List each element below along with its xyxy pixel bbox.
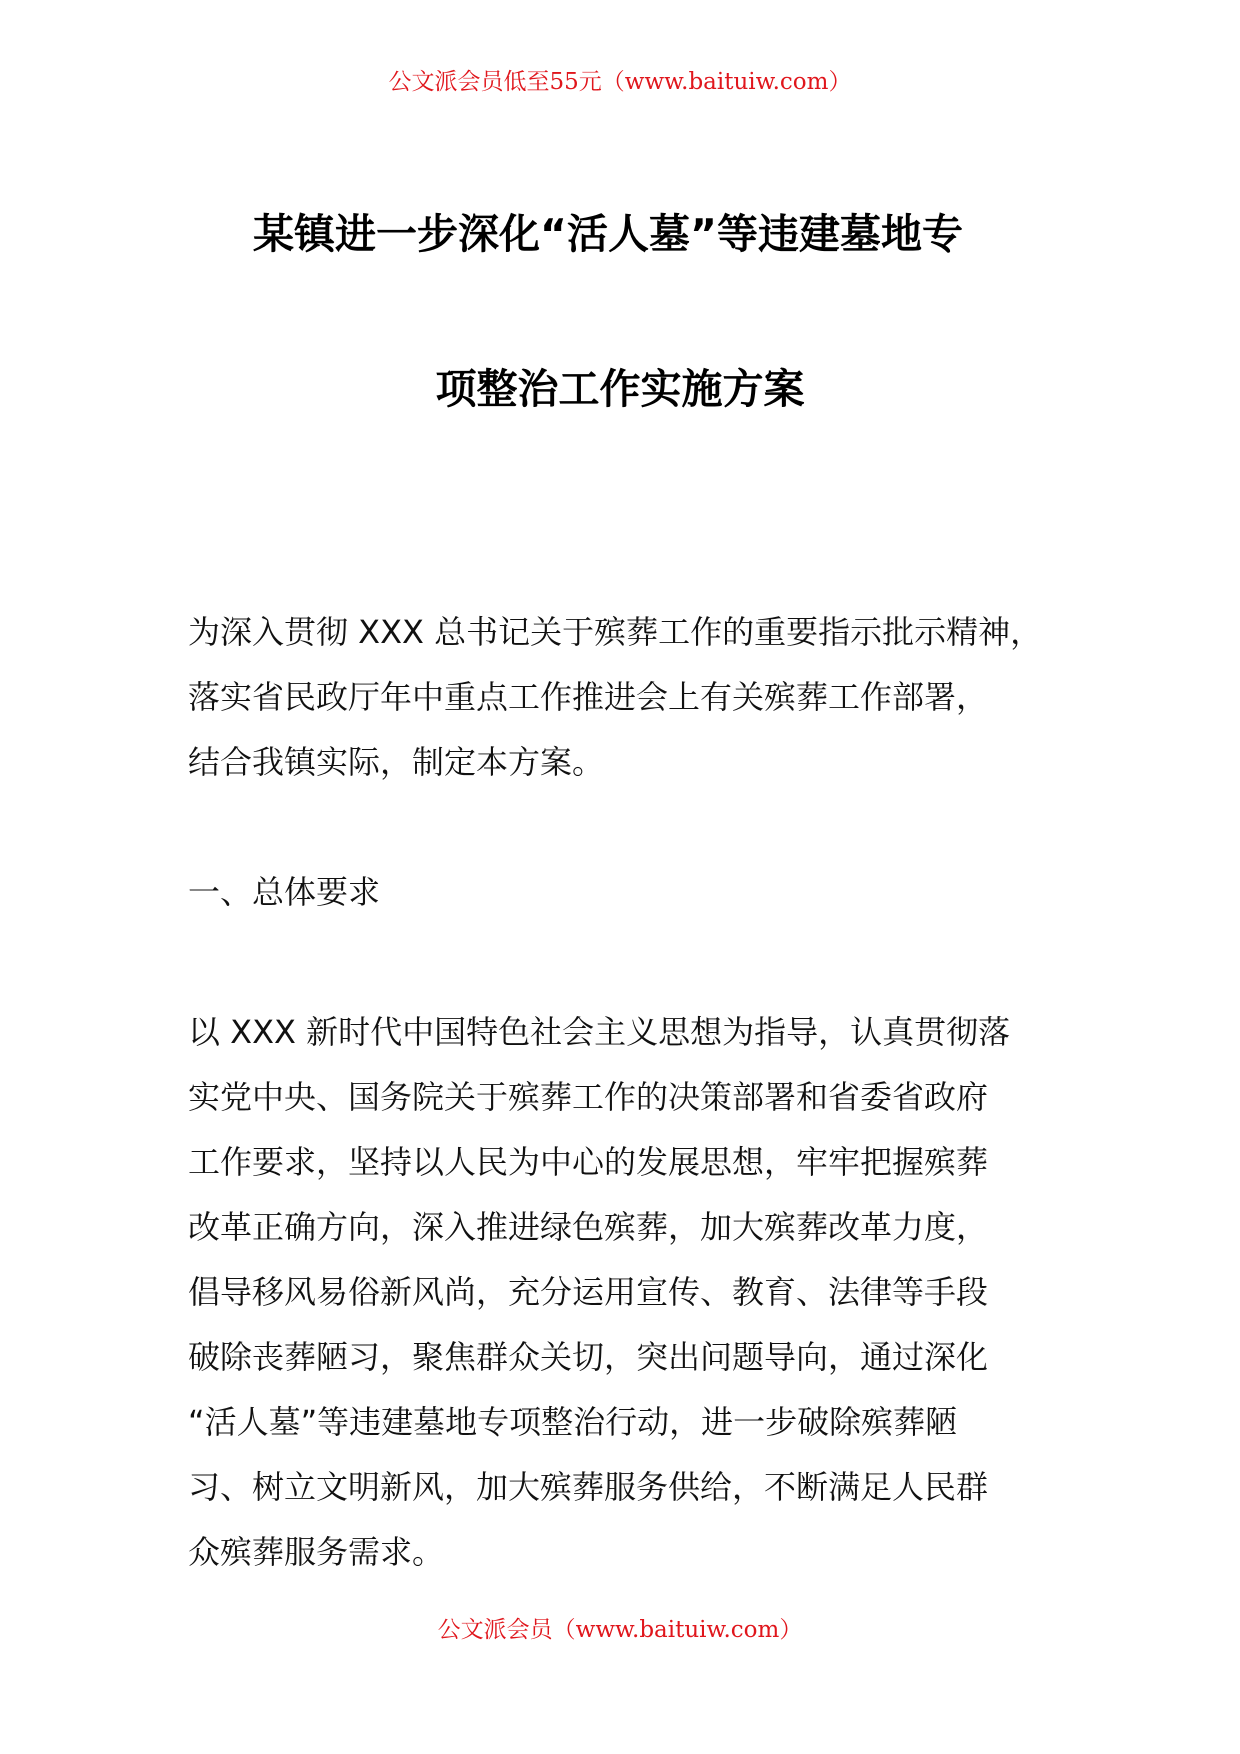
paragraph-line: 结合我镇实际，制定本方案。 xyxy=(188,743,605,781)
paragraph-line: 倡导移风易俗新风尚，充分运用宣传、教育、法律等手段 xyxy=(188,1273,989,1311)
paragraph-line: 以 XXX 新时代中国特色社会主义思想为指导，认真贯彻落 xyxy=(188,1013,1011,1051)
intro-paragraph xyxy=(188,600,1088,795)
paragraph-line: 改革正确方向，深入推进绿色殡葬，加大殡葬改革力度， xyxy=(188,1208,989,1246)
document-title-line-1: 某镇进一步深化“活人墓”等违建墓地专 xyxy=(253,210,963,258)
paragraph-line: 为深入贯彻 XXX 总书记关于殡葬工作的重要指示批示精神， xyxy=(188,613,1043,651)
paragraph-line: 习、树立文明新风，加大殡葬服务供给，不断满足人民群 xyxy=(188,1468,989,1506)
footer-promo-note: 公文派会员（www.baituiw.com） xyxy=(437,1617,803,1643)
section-heading-overall-requirements xyxy=(188,860,1088,925)
document-title-line-2: 项整治工作实施方案 xyxy=(435,365,805,413)
paragraph-line: 落实省民政厅年中重点工作推进会上有关殡葬工作部署， xyxy=(188,678,989,716)
paragraph-line: 工作要求，坚持以人民为中心的发展思想，牢牢把握殡葬 xyxy=(188,1143,989,1181)
section-heading-text: 一、总体要求 xyxy=(188,873,381,911)
paragraph-line: 众殡葬服务需求。 xyxy=(188,1533,445,1571)
paragraph-line: 实党中央、国务院关于殡葬工作的决策部署和省委省政府 xyxy=(188,1078,989,1116)
paragraph-line: “活人墓”等违建墓地专项整治行动，进一步破除殡葬陋 xyxy=(188,1403,958,1441)
paragraph-line: 破除丧葬陋习，聚焦群众关切，突出问题导向，通过深化 xyxy=(188,1338,989,1376)
overall-requirements-paragraph xyxy=(188,1000,1088,1585)
header-promo-note: 公文派会员低至55元（www.baituiw.com） xyxy=(388,69,852,95)
